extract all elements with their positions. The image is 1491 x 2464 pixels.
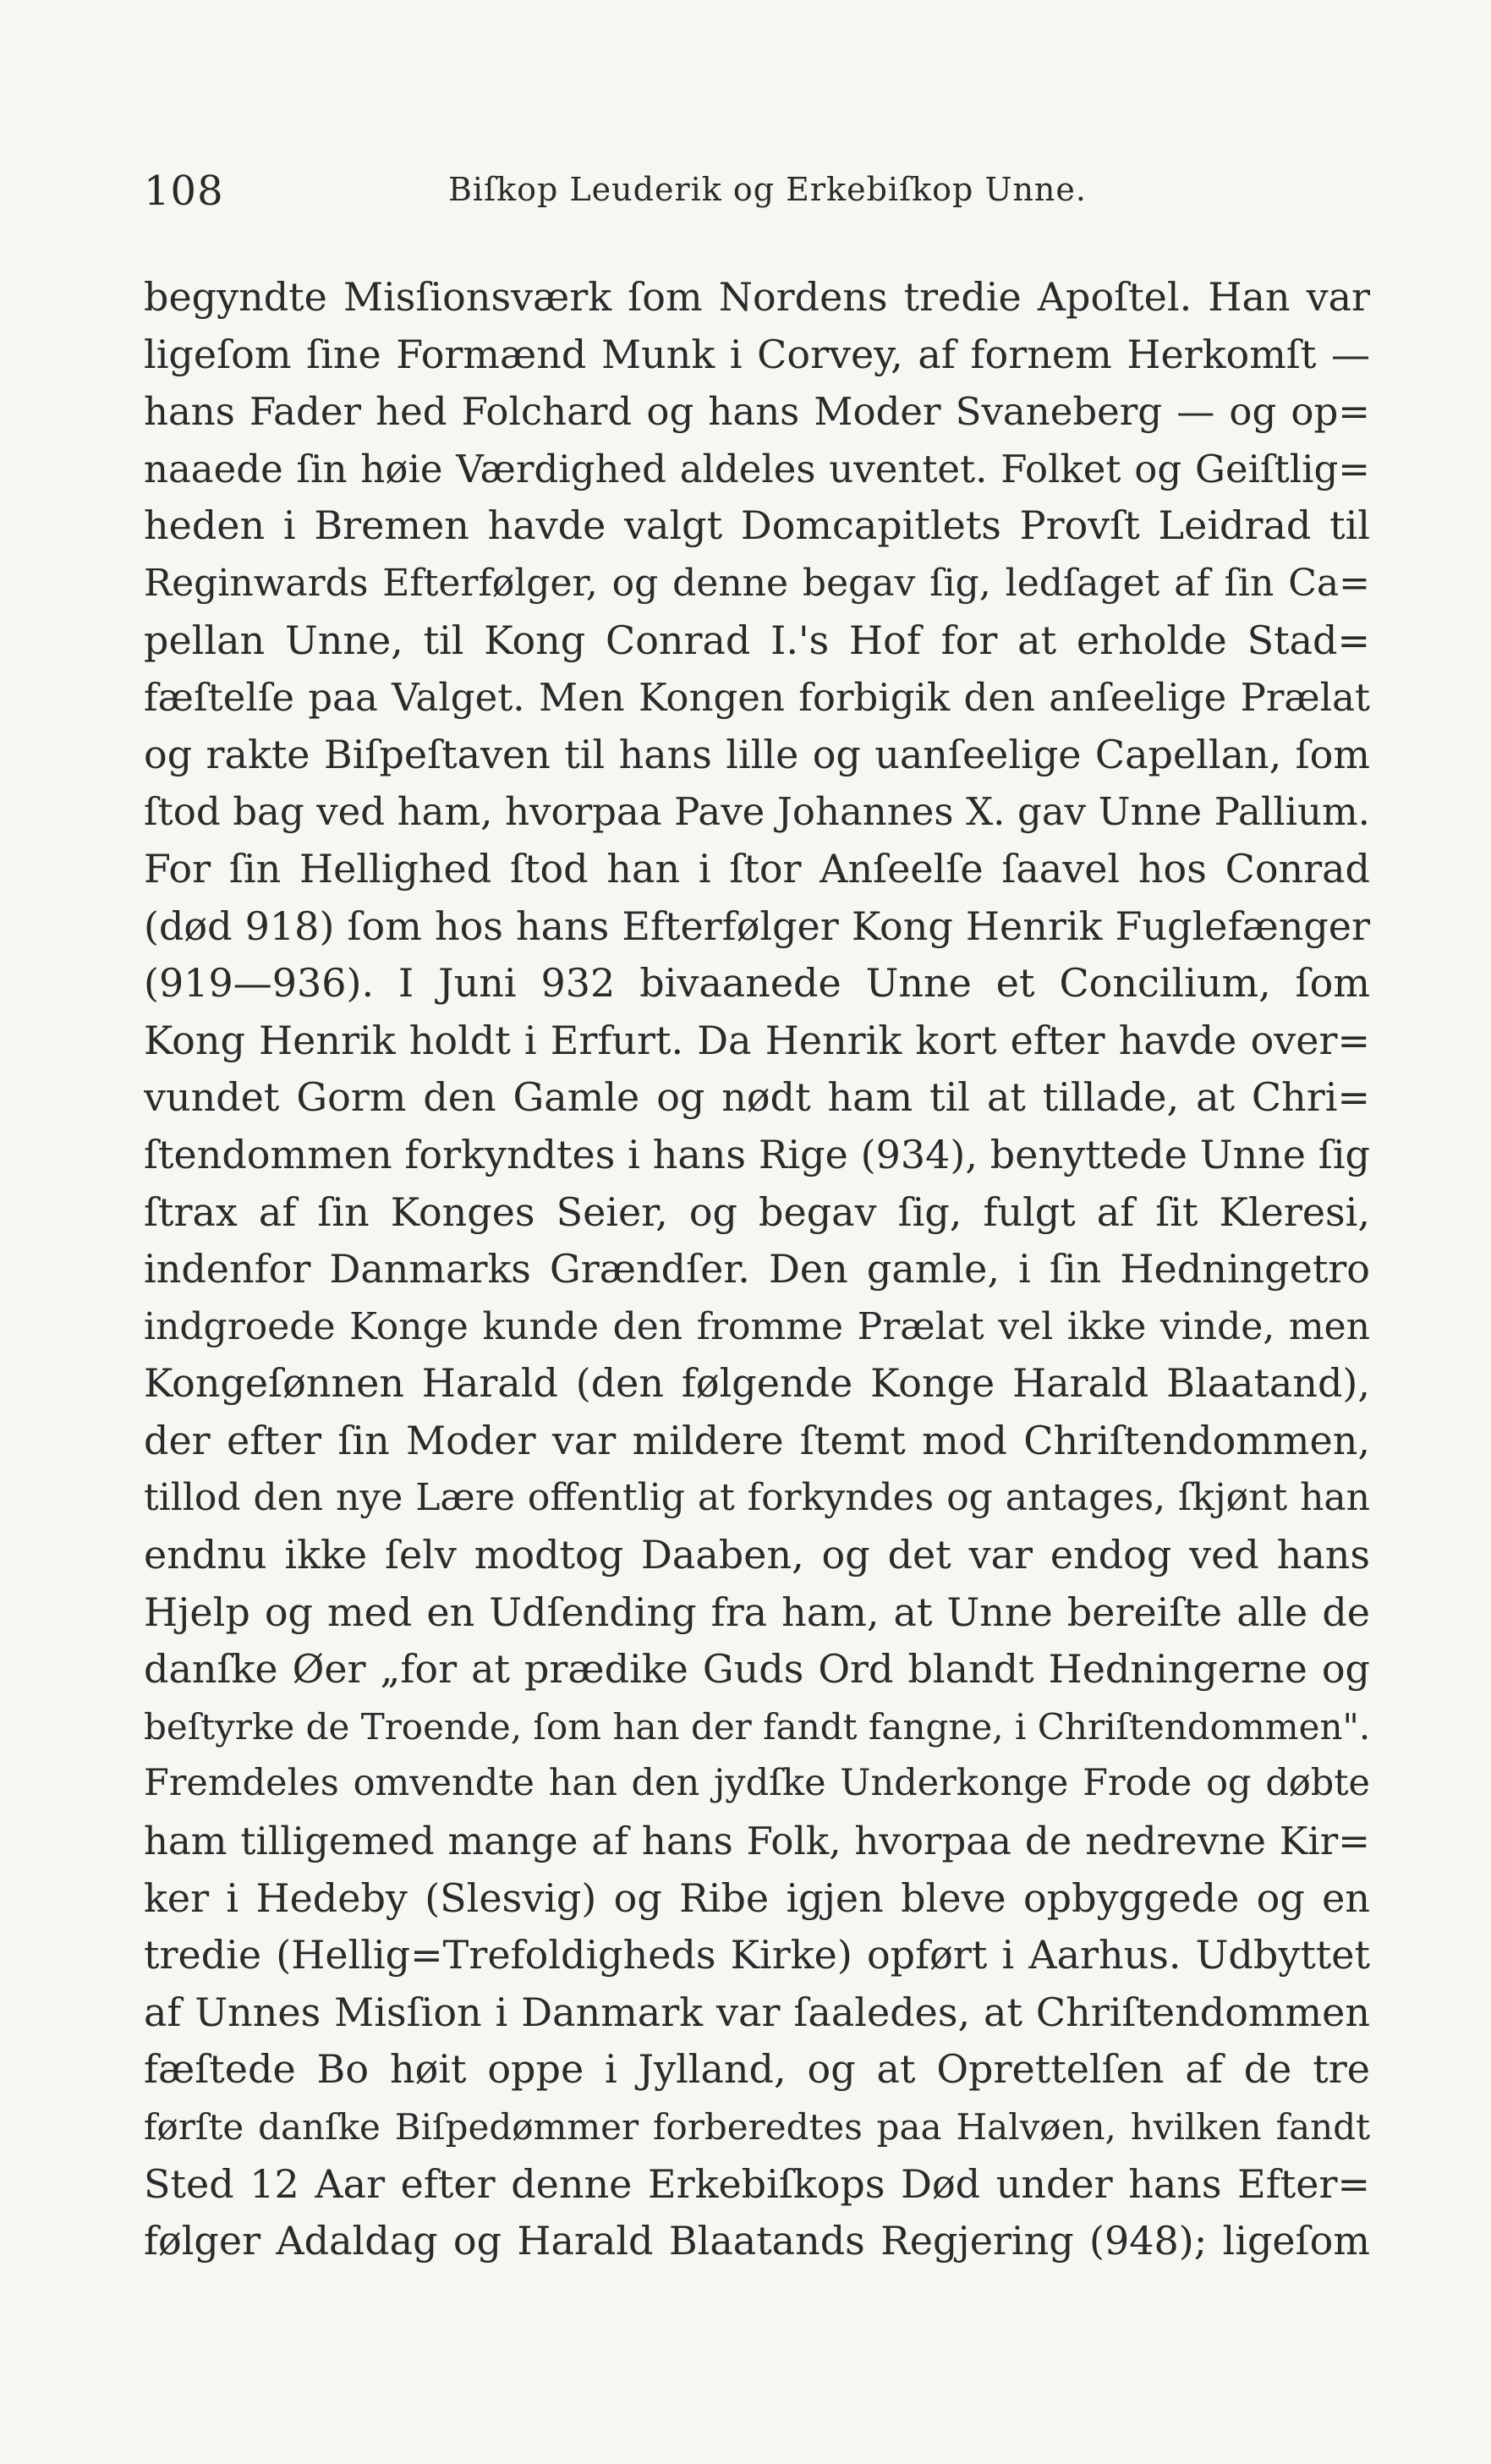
running-head	[144, 161, 1370, 228]
text-line: og rakte Biſpeſtaven til hans lille og uanſeelige Capellan, ſom	[144, 731, 1370, 777]
text-line: ſtod bag ved ham, hvorpaa Pave Johannes X. gav Unne Pallium.	[144, 789, 1370, 835]
running-title: Biſkop Leuderik og Erkebiſkop Unne.	[448, 171, 1087, 208]
text-line: naaede ſin høie Værdighed aldeles uventet. Folket og Geiſtlig=	[144, 446, 1370, 491]
text-line: (919—936). I Juni 932 bivaanede Unne et Concilium, ſom	[144, 960, 1370, 1007]
text-line: indenfor Danmarks Grændſer. Den gamle, i ſin Hedningetro	[144, 1246, 1370, 1292]
text-line: fæſtede Bo høit oppe i Jylland, og at Oprettelſen af de tre	[144, 2046, 1370, 2093]
text-line: heden i Bremen havde valgt Domcapitlets Provſt Leidrad til	[144, 502, 1370, 549]
text-line: tredie (Hellig=Trefoldigheds Kirke) opført i Aarhus. Udbyttet	[144, 1932, 1370, 1978]
text-line: pellan Unne, til Kong Conrad I.'s Hof for at erholde Stad=	[144, 617, 1370, 663]
text-line: ham tilligemed mange af hans Folk, hvorpaa de nedrevne Kir=	[144, 1819, 1370, 1864]
text-line: ſtendommen forkyndtes i hans Rige (934), benyttede Unne ſig	[144, 1131, 1370, 1177]
text-line: førſte danſke Biſpedømmer forberedtes paa Halvøen, hvilken fandt	[144, 2106, 1370, 2148]
text-line: tillod den nye Lære offentlig at forkyndes og antages, ſkjønt han	[144, 1476, 1370, 1520]
text-line: Fremdeles omvendte han den jydſke Underkonge Frode og døbte	[144, 1762, 1370, 1805]
text-line: ligeſom ſine Formænd Munk i Corvey, af fornem Herkomſt —	[144, 331, 1370, 377]
text-line: begyndte Misſionsværk ſom Nordens tredie Apoſtel. Han var	[144, 274, 1370, 320]
text-line: Kongeſønnen Harald (den følgende Konge Harald Blaatand),	[144, 1360, 1370, 1407]
text-line: endnu ikke ſelv modtog Daaben, og det var endog ved hans	[144, 1532, 1370, 1578]
text-line: følger Adaldag og Harald Blaatands Regjering (948); ligeſom	[144, 2218, 1370, 2264]
text-line: vundet Gorm den Gamle og nødt ham til at tillade, at Chri=	[144, 1074, 1370, 1121]
text-line: For ſin Hellighed ſtod han i ſtor Anſeelſe ſaavel hos Conrad	[144, 845, 1370, 892]
text-line: Kong Henrik holdt i Erfurt. Da Henrik kort efter havde over=	[144, 1017, 1370, 1063]
text-line: (død 918) ſom hos hans Efterfølger Kong Henrik Fuglefænger	[144, 903, 1370, 949]
text-line: Hjelp og med en Udſending fra ham, at Unne bereiſte alle de	[144, 1589, 1370, 1635]
text-line: af Unnes Misſion i Danmark var ſaaledes, at Chriſtendommen	[144, 1989, 1370, 2035]
text-line: indgroede Konge kunde den fromme Prælat vel ikke vinde, men	[144, 1304, 1370, 1348]
text-line: der efter ſin Moder var mildere ſtemt mod Chriſtendommen,	[144, 1417, 1370, 1463]
text-line: hans Fader hed Folchard og hans Moder Svaneberg — og op=	[144, 389, 1370, 435]
text-line: Sted 12 Aar efter denne Erkebiſkops Død under hans Efter=	[144, 2160, 1370, 2207]
body-text	[144, 269, 1370, 2270]
text-line: danſke Øer „for at prædike Guds Ord blandt Hedningerne og	[144, 1646, 1370, 1693]
text-line: ker i Hedeby (Slesvig) og Ribe igjen bleve opbyggede og en	[144, 1874, 1370, 1921]
text-line: fæſtelſe paa Valget. Men Kongen forbigik den anſeelige Prælat	[144, 675, 1370, 721]
text-line: beſtyrke de Troende, ſom han der fandt fangne, i Chriſtendommen".	[144, 1705, 1370, 1748]
text-line: ſtrax af ſin Konges Seier, og begav ſig, fulgt af ſit Kleresi,	[144, 1188, 1370, 1235]
text-line: Reginwards Efterfølger, og denne begav ſig, ledſaget af ſin Ca=	[144, 561, 1370, 605]
page-number: 108	[144, 167, 224, 215]
